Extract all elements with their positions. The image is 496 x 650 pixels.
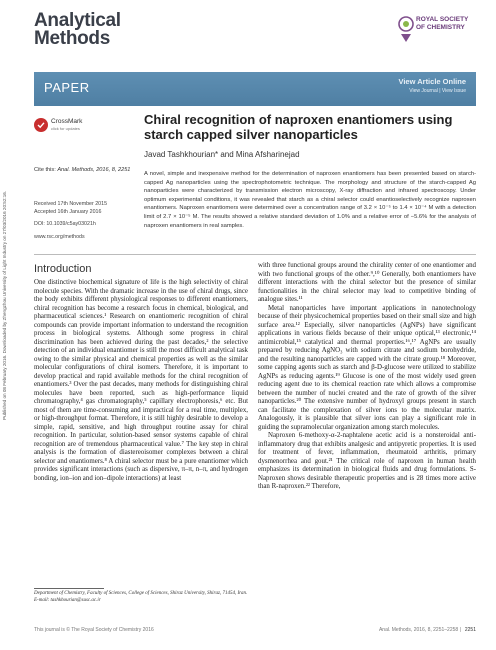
author-list: Javad Tashkhourian* and Mina Afsharinejad: [144, 150, 300, 159]
abstract: A novel, simple and inexpensive method for the determination of naproxen enantiomers has been presented based on starch-capped Ag nanoparticles using the spectrophotometric technique. The morphology and structure of the starch-capped Ag nanoparticles were characterized by transmission electron microscopy, X-ray diffraction and infrared spectroscopy. Under optimum experimental conditions, it was revealed that starch as a chiral selector could enantioselectively recognize naproxen enantiomers. Naproxen enantiomers were determined over a concentration range of 3.2 × 10⁻⁵ to 1.4 × 10⁻⁴ M with a detection limit of 2.7 × 10⁻⁵ M. The results showed a relative standard deviation of 1.0% and a relative error of −5.6% for the analysis of naproxen enantiomers in real samples.: [144, 171, 476, 229]
body-column-left: [34, 279, 248, 539]
page-footer: [379, 627, 476, 633]
crossmark-button[interactable]: [34, 116, 96, 133]
citation: [34, 167, 130, 173]
rsc-line1: ROYAL SOCIETY: [416, 16, 469, 23]
paragraph: One distinctive biochemical signature of life is the high selectivity of chiral molecule species. With the dramatic increase in the use of chiral drugs, since the body exhibits different physiological responses to different enantiomers, chiral recognition has become a research focus in chemical, biological, and pharmaceutical sciences.¹ Research on enantiomeric recognition of chiral compounds can provide important information to understand the recognition process in biological systems. Although some progress in chiral discrimination has been achieved during the past decades,² the selective detection of an individual enantiomer is still the most difficult analytical task owing to the similar physical and chemical properties as well as the similar molecular configurations of chiral isomers. Therefore, it is important to develop practical and rapid available methods for the chiral recognition of enantiomers.³ Over the past decades, many methods for distinguishing chiral molecules have been reported, such as high-performance liquid chromatography,⁴ gas chromatography,⁵ capillary electrophoresis,⁶ etc. But most of them are time-consuming and impractical for a real time, multiplex, or high-throughput format. Therefore, it is still highly desirable to develop a simple, rapid, sensitive, and high throughput routine assay for chiral recognition. In particular, solution-based sensor systems capable of chiral recognition are of tremendous pharmaceutical value.⁷ The key step in chiral analysis is the formation of diastereoisomer complexes between a chiral selector and enantiomers.⁸ A chiral selector must be a pure enantiomer which provides significant interactions (such as dispersive, π–π, n–π, and hydrogen bonding, ion–ion and ion–dipole interactions) at least: [34, 279, 248, 482]
accepted-date: Accepted 16th January 2016: [34, 208, 102, 215]
paragraph: Naproxen 6-methoxy-α-2-naphtalene acetic acid is a nonsteroidal anti-inflammatory drug that exhibits analgesic and antipyretic properties. It is used for treatment of fever, inflammation, rheumatoid arthritis, primary dysmenorrhea and gout.²¹ The critical role of naproxen in human health emphasizes its determination in biological fluids and drug formulations. S-Naproxen shows desirable therapeutic properties and is 28 times more active than R-naproxen.²² Therefore,: [258, 432, 476, 490]
copyright-footer: This journal is © The Royal Society of Chemistry 2016: [34, 627, 154, 633]
article-history: [34, 201, 134, 241]
download-notice: Published on 08 February 2016. Downloaded by Zhengzhou University of Light Industry on 27/03/2016 20:52:16.: [2, 190, 7, 420]
crossmark-icon: [34, 118, 48, 132]
paper-header-band: [34, 72, 476, 106]
crossmark-label: [51, 118, 82, 132]
view-online-links: [398, 77, 466, 94]
doi-link[interactable]: DOI: 10.1039/c5ay03021h: [34, 221, 96, 227]
journal-title-line2: Methods: [34, 28, 111, 49]
article-type-label: PAPER: [44, 80, 90, 95]
page-number: 2251: [464, 627, 476, 633]
section-heading: Introduction: [34, 263, 92, 275]
journal-website-link[interactable]: www.rsc.org/methods: [34, 233, 85, 240]
footer-citation: Anal. Methods, 2016, 8, 2251–2258 |: [378, 627, 461, 633]
cite-prefix: Cite this:: [34, 167, 56, 173]
paragraph: with three functional groups around the chirality center of one enantiomer and with two functional groups of the other.⁹,¹⁰ Generally, both enantiomers have different interactions with the chiral selector but the presence of similar functionalities in the chiral selector may lead to competitive binding of analogue sites.¹¹: [258, 262, 476, 303]
affiliation-footnote: Department of Chemistry, Faculty of Sciences, College of Sciences, Shiraz University, Shiraz, 71454, Iran. E-mail: tashkhourian@susc.ac.ir: [34, 591, 248, 603]
cite-reference: Anal. Methods, 2016, 8, 2251: [57, 167, 131, 173]
crossmark-subtitle: click for updates: [51, 125, 80, 131]
paragraph: Metal nanoparticles have important applications in nanotechnology because of their physicochemical properties based on their small size and high surface area.¹² Especially, silver nanoparticles (AgNPs) have significant applications in various fields because of their unique optical,¹³ electronic,¹⁴ antimicrobial,¹⁵ catalytical and thermal properties.¹⁶,¹⁷ AgNPs are usually prepared by reducing AgNO₃ with sodium citrate and sodium borohydride, and the resulting nanoparticles are capped with the citrate group.¹⁸ Moreover, some capping agents such as starch and β-D-glucose were utilized to stabilize AgNPs as reducing agents.¹⁹ Glucose is one of the most widely used green reducing agent due to its chemical reaction rate which allows a compromise between the number of nuclei created and the rate of growth of the silver nanoparticles.²⁰ The extensive number of hydroxyl groups present in starch can facilitate the complexation of silver ions to the molecular matrix. Analogously, it is plausible that silver ions can play a significant role in guiding the supramolecular organization among starch molecules.: [258, 304, 476, 431]
rsc-line2: OF CHEMISTRY: [416, 23, 465, 31]
journal-title[interactable]: [34, 12, 121, 48]
section-divider: [34, 254, 476, 255]
received-date: Received 17th November 2015: [34, 201, 108, 207]
view-article-online-link[interactable]: View Article Online: [398, 77, 466, 86]
crossmark-title: CrossMark: [51, 117, 83, 125]
rsc-wordmark: [416, 16, 468, 31]
body-column-right: [258, 262, 476, 562]
article-title: Chiral recognition of naproxen enantiomers using starch capped silver nanoparticles: [144, 112, 453, 142]
journal-title-line1: Analytical: [34, 10, 121, 31]
footnote-rule: [34, 588, 104, 589]
view-journal-issue-links[interactable]: View Journal | View Issue: [409, 88, 466, 94]
